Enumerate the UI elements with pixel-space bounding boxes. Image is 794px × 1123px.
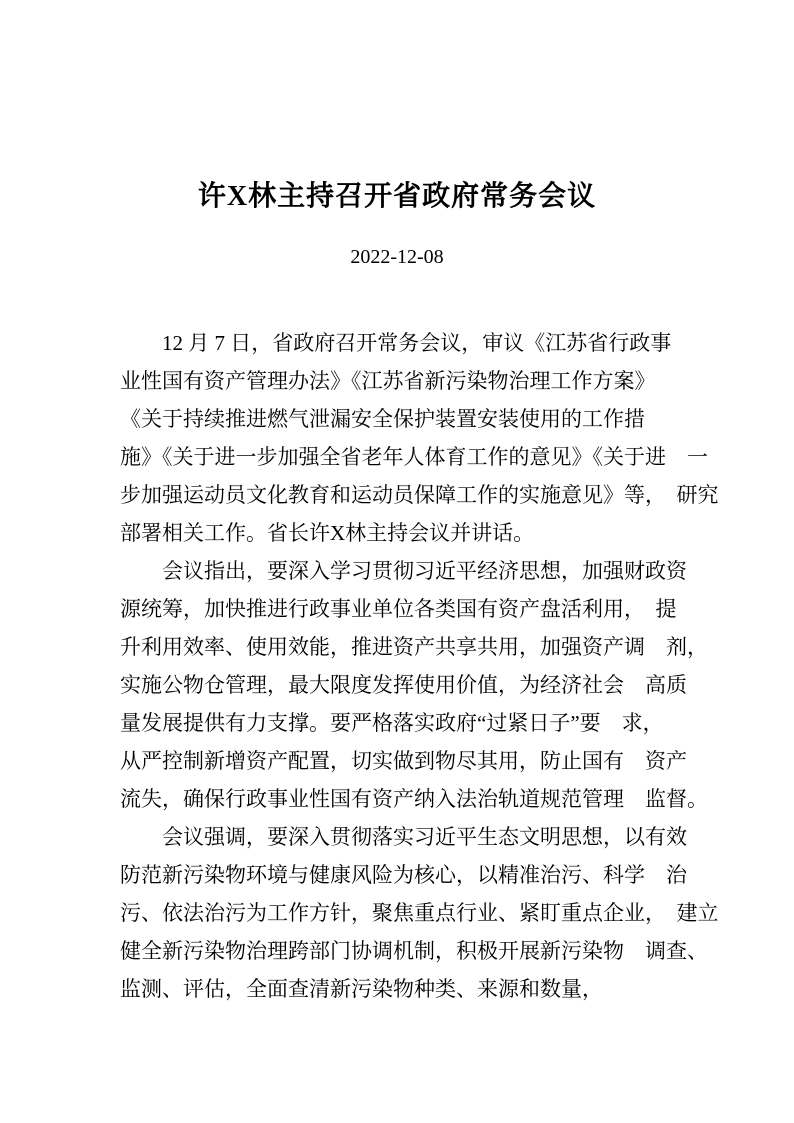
text-line: 步加强运动员文化教育和运动员保障工作的实施意见》等， 研究 [120, 483, 719, 507]
paragraph [120, 324, 719, 552]
paragraph [120, 818, 719, 1008]
text-line: 量发展提供有力支撑。要严格落实政府“过紧日子”要 求， [120, 711, 664, 735]
text-line: 健全新污染物治理跨部门协调机制，积极开展新污染物 调查、 [120, 939, 708, 963]
text-line: 源统筹，加快推进行政事业单位各类国有资产盘活利用， 提 [120, 597, 677, 621]
text-line: 《关于持续推进燃气泄漏安全保护装置安装使用的工作措 [120, 407, 645, 431]
document-title: 许X林主持召开省政府常务会议 [197, 181, 597, 212]
text-line: 会议强调，要深入贯彻落实习近平生态文明思想，以有效 [162, 825, 687, 849]
text-line: 流失，确保行政事业性国有资产纳入法治轨道规范管理 监督。 [120, 787, 708, 811]
paragraph [120, 552, 708, 818]
text-line: 污、依法治污为工作方针，聚焦重点行业、紧盯重点企业， 建立 [120, 901, 719, 925]
document-body [120, 324, 719, 1008]
text-line: 业性国有资产管理办法》《江苏省新污染物治理工作方案》 [120, 369, 656, 393]
text-line: 12 月 7 日，省政府召开常务会议，审议《江苏省行政事 [162, 331, 672, 355]
text-line: 升利用效率、使用效能，推进资产共享共用，加强资产调 剂， [120, 635, 708, 659]
text-line: 从严控制新增资产配置，切实做到物尽其用，防止国有 资产 [120, 749, 687, 773]
text-line: 会议指出，要深入学习贯彻习近平经济思想，加强财政资 [162, 559, 687, 583]
text-line: 部署相关工作。省长许X林主持会议并讲话。 [120, 521, 535, 545]
text-line: 监测、评估，全面查清新污染物种类、来源和数量， [120, 977, 603, 1001]
text-line: 施》《关于进一步加强全省老年人体育工作的意见》《关于进 一 [120, 445, 708, 469]
text-line: 实施公物仓管理，最大限度发挥使用价值，为经济社会 高质 [120, 673, 687, 697]
document-date: 2022-12-08 [350, 246, 444, 268]
text-line: 防范新污染物环境与健康风险为核心，以精准治污、科学 治 [120, 863, 687, 887]
